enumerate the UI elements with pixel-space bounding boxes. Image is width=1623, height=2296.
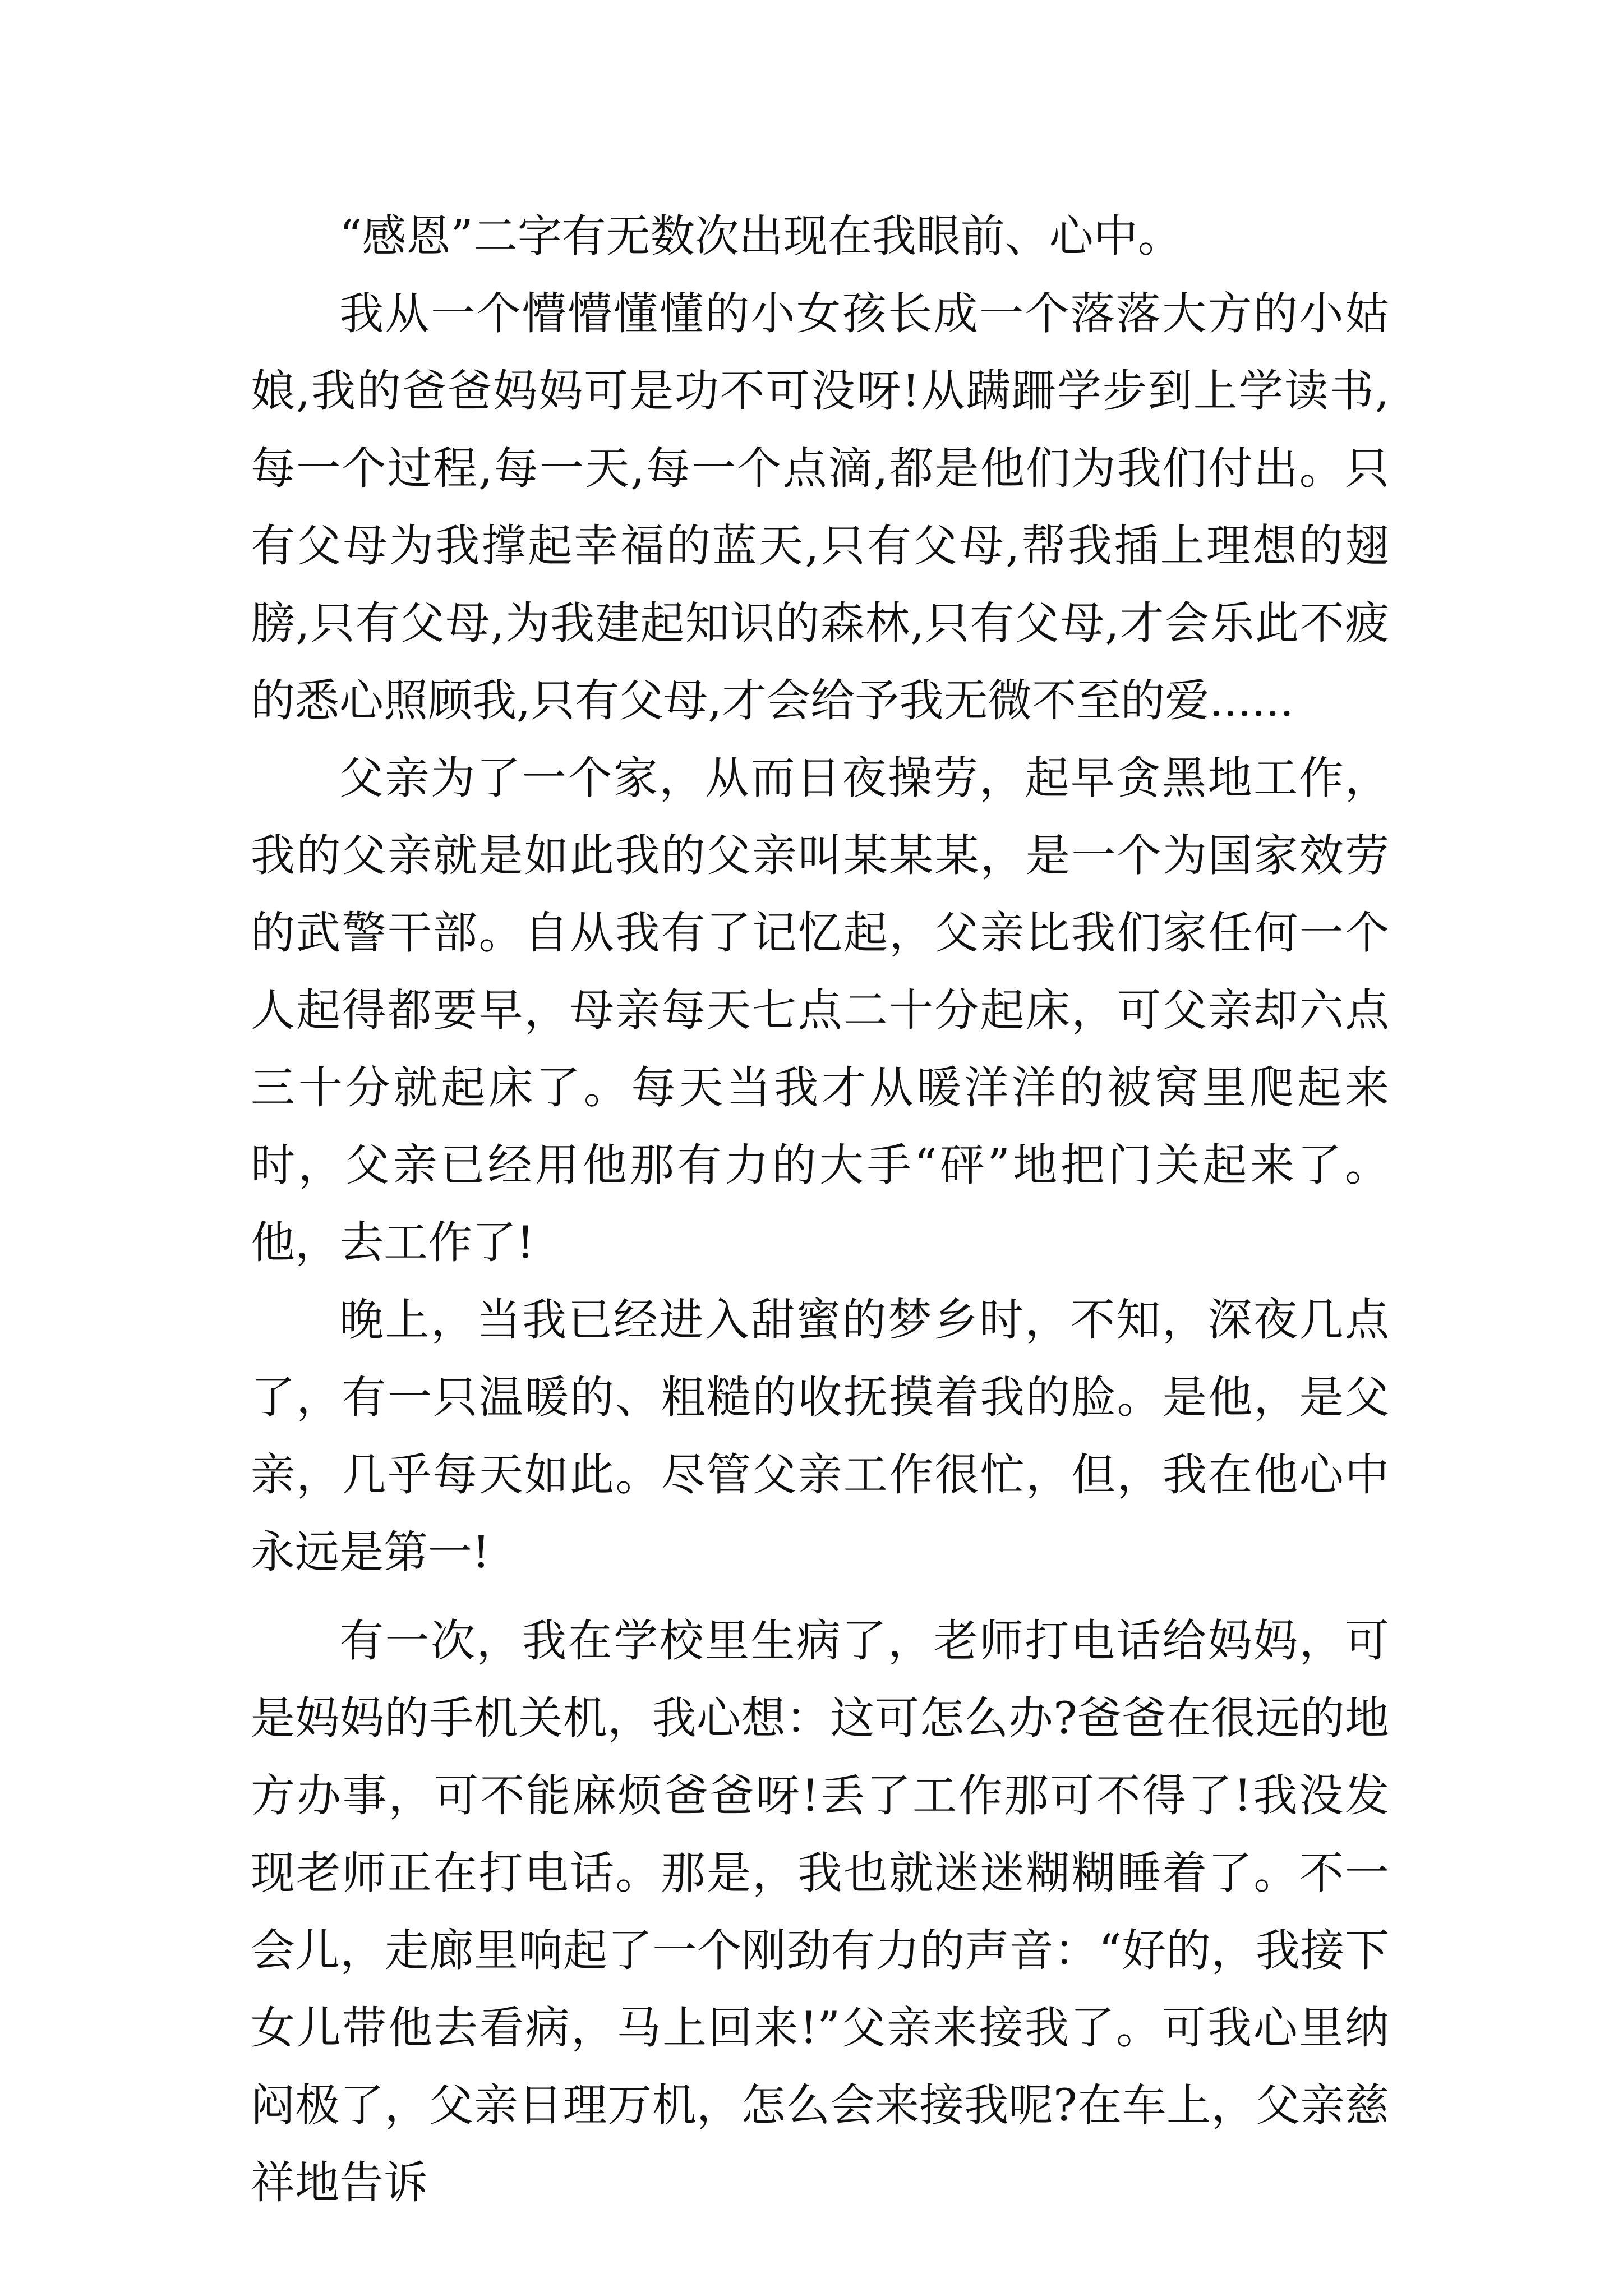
paragraph-2: 我从一个懵懵懂懂的小女孩长成一个落落大方的小姑娘,我的爸爸妈妈可是功不可没呀!从蹒跚学步到上学读书,每一个过程,每一天,每一个点滴,都是他们为我们付出。只有父母为我撑起幸福的蓝天,只有父母,帮我插上理想的翅膀,只有父母,为我建起知识的森林,只有父母,才会乐此不疲的悉心照顾我,只有父母,才会给予我无微不至的爱...... [251,288,1389,726]
essay-body [251,197,1389,2221]
paragraph-1: “感恩”二字有无数次出现在我眼前、心中。 [339,210,1182,262]
paragraph-3: 父亲为了一个家，从而日夜操劳，起早贪黑地工作，我的父亲就是如此我的父亲叫某某某，是一个为国家效劳的武警干部。自从我有了记忆起，父亲比我们家任何一个人起得都要早，母亲每天七点二十分起床，可父亲却六点三十分就起床了。每天当我才从暖洋洋的被窝里爬起来时，父亲已经用他那有力的大手“砰”地把门关起来了。他，去工作了! [251,752,1389,1268]
paragraph-4: 晚上，当我已经进入甜蜜的梦乡时，不知，深夜几点了，有一只温暖的、粗糙的收抚摸着我的脸。是他，是父亲，几乎每天如此。尽管父亲工作很忙，但，我在他心中永远是第一! [251,1294,1389,1578]
paragraph-5: 有一次，我在学校里生病了，老师打电话给妈妈，可是妈妈的手机关机，我心想：这可怎么办?爸爸在很远的地方办事，可不能麻烦爸爸呀!丢了工作那可不得了!我没发现老师正在打电话。那是，我也就迷迷糊糊睡着了。不一会儿，走廊里响起了一个刚劲有力的声音：“好的，我接下女儿带他去看病，马上回来!”父亲来接我了。可我心里纳闷极了，父亲日理万机，怎么会来接我呢?在车上，父亲慈祥地告诉 [251,1615,1389,2208]
